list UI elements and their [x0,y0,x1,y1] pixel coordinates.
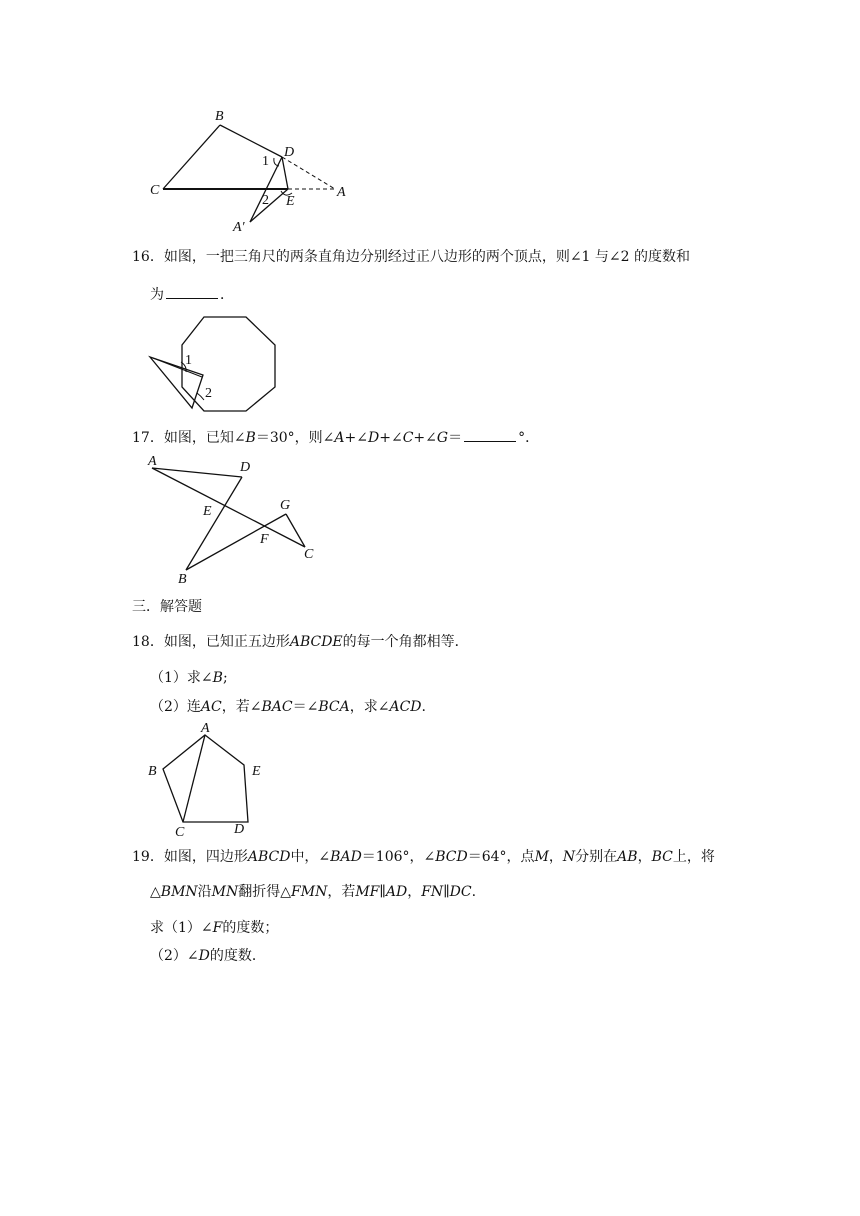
q18-angle-B: B [212,670,223,686]
q17-angle-B: B [245,430,256,446]
q19-t1h: 上，将 [672,849,715,865]
q19-line-2 [150,882,476,902]
q19-segment-MF: MF [355,884,380,900]
q19-t2c: 翻折得△ [238,884,292,900]
q18-segment-AC: AC [200,699,222,715]
q19-t1f: 分别在 [575,849,618,865]
q19-point-M: M [534,849,549,865]
section-3-title: 三．解答题 [132,599,202,615]
q18-angle-BAC: BAC [261,699,293,715]
q17-plus-2: +∠ [379,430,403,446]
q19-t1d: ＝64°，点 [467,849,535,865]
figure-star-angles [140,450,340,590]
q18-pentagon-name: ABCDE [289,634,343,650]
q19-angle-F: F [212,920,223,936]
label-angle-2: 2 [205,386,212,401]
q19-t2f: ， [407,884,422,900]
q17-text-2: ＝30°，则∠ [255,430,335,446]
q17-plus-3: +∠ [413,430,437,446]
q17-angle-C: C [402,430,414,446]
q18-line-3 [150,697,426,717]
q19-segment-BC: BC [651,849,673,865]
q17-degree: °． [518,430,540,446]
label-D: D [240,460,251,475]
q17-angle-G: G [436,430,449,446]
label-B: B [148,764,157,779]
q19-triangle-BMN: BMN [160,884,198,900]
q18-text-3e: . [421,699,426,715]
q19-t1a: 19．如图，四边形 [132,849,248,865]
figure-octagon-triangle [145,310,285,420]
q19-line-3 [150,918,278,938]
figure-fold-triangle [140,100,360,240]
q19-segment-MN: MN [211,884,239,900]
q19-t1c: ＝106°，∠ [361,849,436,865]
label-C: C [175,825,185,840]
label-E: E [252,764,261,779]
label-E: E [286,194,295,209]
q16-text-1: 16．如图，一把三角尺的两条直角边分别经过正八边形的两个顶点，则∠1 与∠2 的度数和 [132,249,690,265]
label-angle-1: 1 [262,154,269,169]
q19-quad-name: ABCD [247,849,291,865]
label-C: C [150,183,160,198]
q19-line-4 [150,946,266,966]
label-F: F [260,532,269,547]
q19-segment-AB: AB [617,849,638,865]
label-A: A [148,454,157,469]
q19-segment-DC: DC [449,884,472,900]
q19-t4a: （2）∠ [150,948,199,964]
q19-t2b: 沿 [197,884,212,900]
q17-line [132,427,539,448]
q19-line-1 [132,847,715,867]
q18-text-3d: ，求∠ [349,699,390,715]
q16-text-2b: ． [220,287,234,303]
q19-t2g: ∥ [443,884,450,900]
q16-line-2 [150,284,234,305]
q19-t3a: 求（1）∠ [150,920,213,936]
label-angle-1: 1 [185,353,192,368]
q19-t2h: . [471,884,477,900]
label-C: C [304,547,314,562]
q18-text-1a: 18．如图，已知正五边形 [132,634,290,650]
label-A-prime: A′ [233,220,245,235]
label-D: D [284,145,295,160]
q19-segment-AD: AD [385,884,408,900]
q19-t2d: ，若 [327,884,356,900]
q18-text-1b: 的每一个角都相等． [342,634,469,650]
q19-point-N: N [562,849,576,865]
q19-t1e: ， [548,849,563,865]
q17-plus-1: +∠ [344,430,368,446]
q18-text-3b: ，若∠ [221,699,262,715]
label-E: E [203,504,212,519]
q19-segment-FN: FN [421,884,444,900]
label-A: A [337,185,346,200]
q18-text-3c: ＝∠ [292,699,319,715]
q19-t1b: 中，∠ [290,849,331,865]
q19-t1g: ， [637,849,652,865]
q18-text-2a: （1）求∠ [150,670,213,686]
q19-angle-BCD: BCD [435,849,468,865]
label-G: G [280,498,291,513]
q18-text-3a: （2）连 [150,699,201,715]
q16-answer-blank[interactable] [166,284,218,299]
q18-line-2 [150,668,228,688]
q17-angle-A: A [334,430,345,446]
q19-angle-BAD: BAD [330,849,362,865]
q17-text-1: 17．如图，已知∠ [132,430,246,446]
label-A: A [201,721,210,736]
label-D: D [234,822,245,837]
label-B: B [215,109,224,124]
q17-answer-blank[interactable] [464,427,516,442]
q18-angle-BCA: BCA [318,699,350,715]
label-B: B [178,572,187,587]
label-angle-2: 2 [262,193,269,208]
q19-angle-D: D [198,948,210,964]
q19-t4b: 的度数． [209,948,266,964]
figure-pentagon [140,720,280,840]
q18-text-2b: ; [222,670,228,686]
section-title [132,597,202,617]
q18-angle-ACD: ACD [389,699,422,715]
q19-t2e: ∥ [379,884,386,900]
q18-line-1 [132,632,469,652]
q17-equals: ＝ [448,430,463,446]
q16-line-1 [132,247,690,267]
q17-angle-D: D [367,430,380,446]
q16-text-2a: 为 [150,287,164,303]
q19-t2a: △ [150,884,161,900]
q19-triangle-FMN: FMN [291,884,328,900]
q19-t3b: 的度数； [222,920,279,936]
